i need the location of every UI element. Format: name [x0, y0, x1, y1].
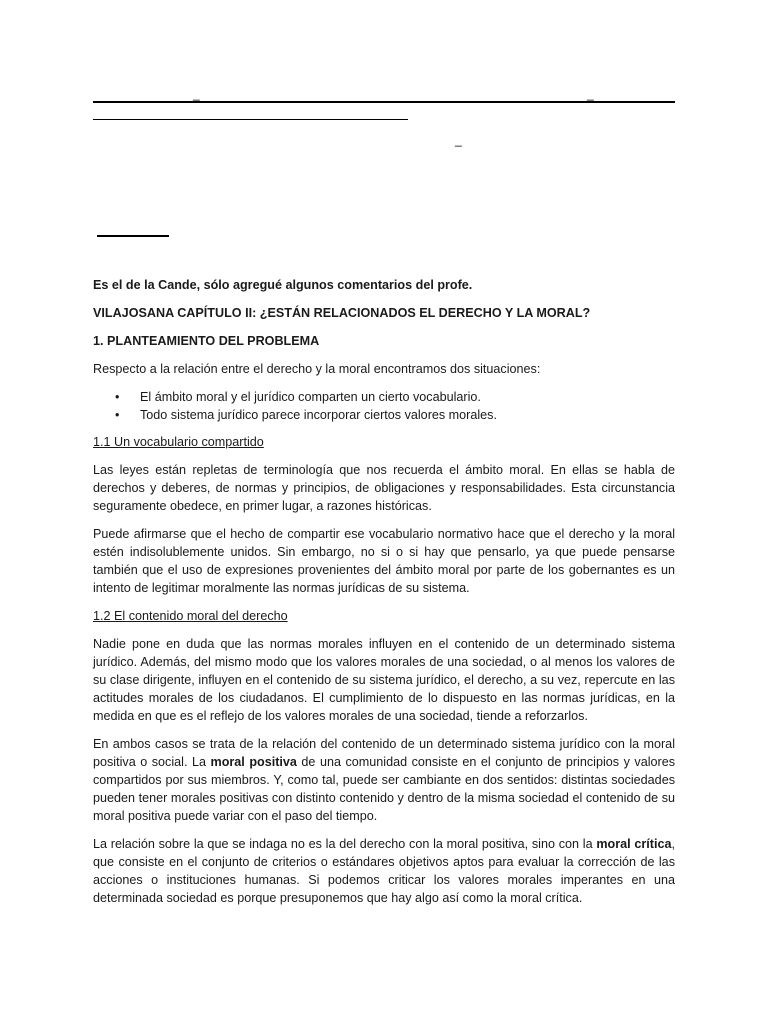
intro-paragraph: Respecto a la relación entre el derecho y la moral encontramos dos situaciones:	[93, 362, 541, 376]
list-item: • Todo sistema jurídico parece incorporar ciertos valores morales.	[140, 406, 675, 424]
header-rule-short	[97, 235, 169, 237]
header-rule-middle	[93, 119, 408, 120]
paragraph	[93, 835, 675, 907]
subsection-title: 1.1 Un vocabulario compartido	[93, 435, 264, 449]
paragraph: Puede afirmarse que el hecho de compartir ese vocabulario normativo hace que el derecho y la moral estén indisolublemente unidos. Sin embargo, no si o si hay que pensarlo, ya que puede pensarse también que el uso de expresiones provenientes del ámbito moral por parte de los gobernantes es un intento de legitimar moralmente las normas jurídicas de su sistema.	[93, 527, 675, 595]
paragraph-text: , que consiste en el conjunto de criterios o estándares objetivos aptos para evaluar la corrección de las acciones o instituciones humanas. Si podemos criticar los valores morales imperantes en una determinada sociedad es porque presuponemos que hay algo así como la moral crítica.	[93, 837, 675, 905]
header-mark: _	[193, 87, 200, 101]
section-title: 1. PLANTEAMIENTO DEL PROBLEMA	[93, 334, 320, 348]
term-moral-critica: moral crítica	[596, 837, 672, 851]
term-moral-positiva: moral positiva	[210, 755, 297, 769]
paragraph-text: de una comunidad consiste en el conjunto de principios y valores compartidos por sus miembros. Y, como tal, puede ser cambiante en dos sentidos: distintas sociedades pueden tener morales positivas con distinto contenido y dentro de la misma sociedad el contenido de su moral positiva puede variar con el paso del tiempo.	[93, 755, 675, 823]
paragraph-text: La relación sobre la que se indaga no es la del derecho con la moral positiva, sino con la	[93, 837, 597, 851]
paragraph-text: En ambos casos se trata de la relación del contenido de un determinado sistema jurídico con la moral positiva o social. La	[93, 737, 675, 769]
header-rule-top	[93, 101, 675, 103]
list-item: • El ámbito moral y el jurídico comparten un cierto vocabulario.	[140, 388, 675, 406]
chapter-title: VILAJOSANA CAPÍTULO II: ¿ESTÁN RELACIONADOS EL DERECHO Y LA MORAL?	[93, 306, 591, 320]
paragraph: Las leyes están repletas de terminología que nos recuerda el ámbito moral. En ellas se habla de derechos y deberes, de normas y principios, de obligaciones y responsabilidades. Esta circunstancia seguramente obedece, en primer lugar, a razones históricas.	[93, 463, 675, 513]
paragraph	[93, 735, 675, 825]
header-mark: _	[587, 87, 594, 101]
header-mark: _	[455, 133, 462, 147]
paragraph: Nadie pone en duda que las normas morales influyen en el contenido de un determinado sistema jurídico. Además, del mismo modo que los valores morales de una sociedad, o al menos los valores de su clase dirigente, influyen en el contenido de su sistema jurídico, el derecho, a su vez, repercute en las actitudes morales de los ciudadanos. El cumplimiento de lo dispuesto en las normas jurídicas, en la medida en que es el reflejo de los valores morales de una sociedad, tiende a reforzarlos.	[93, 637, 675, 723]
author-note: Es el de la Cande, sólo agregué algunos comentarios del profe.	[93, 278, 473, 292]
bullet-list	[93, 388, 675, 424]
subsection-title: 1.2 El contenido moral del derecho	[93, 609, 288, 623]
document-body	[93, 276, 675, 917]
